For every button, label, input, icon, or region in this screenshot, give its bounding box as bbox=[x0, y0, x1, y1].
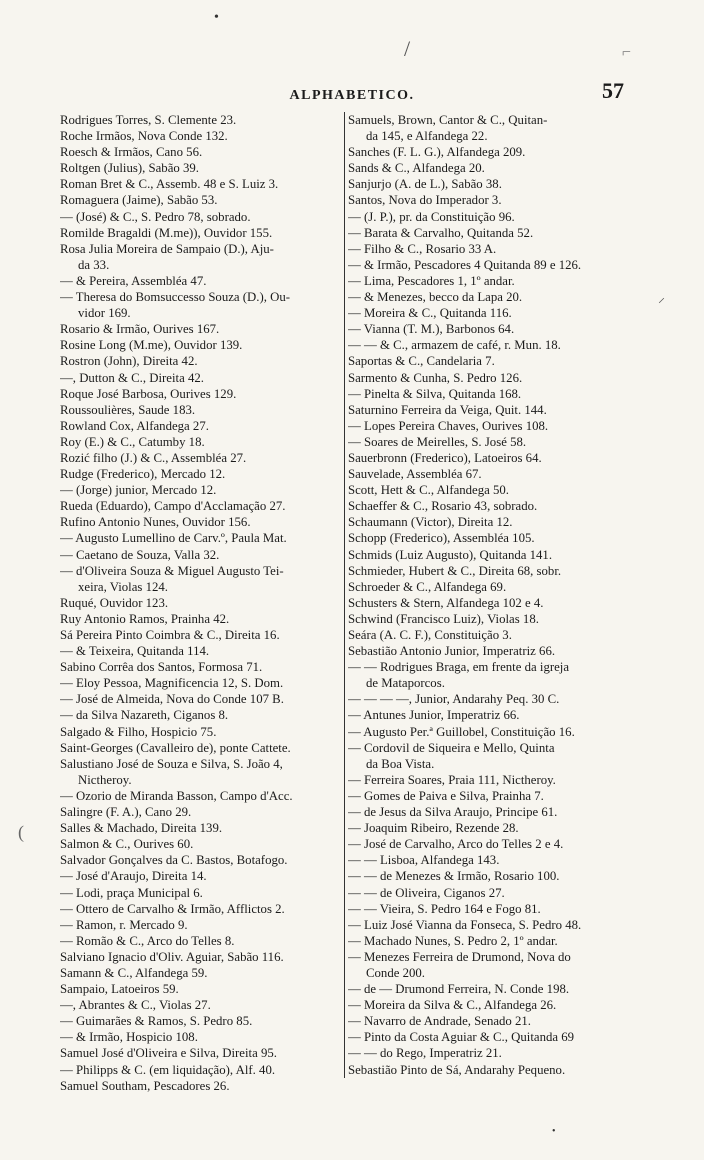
directory-entry-line: da 145, e Alfandega 22. bbox=[366, 129, 488, 144]
directory-entry-line: — & Pereira, Assembléa 47. bbox=[60, 273, 207, 288]
directory-entry-line: Rowland Cox, Alfandega 27. bbox=[60, 418, 209, 433]
directory-entry-line: — & Irmão, Hospicio 108. bbox=[60, 1030, 198, 1045]
right-column bbox=[344, 112, 638, 1078]
directory-entry-line: — & Irmão, Pescadores 4 Quitanda 89 e 126. bbox=[348, 257, 582, 272]
directory-entry-line: — Ozorio de Miranda Basson, Campo d'Acc. bbox=[60, 788, 293, 803]
corner-mark: ⌐ bbox=[622, 44, 632, 61]
directory-entry-line: —, Dutton & C., Direita 42. bbox=[60, 370, 204, 385]
directory-entry-line: Saportas & C., Candelaria 7. bbox=[348, 354, 495, 369]
directory-entry-line: Sebastião Antonio Junior, Imperatriz 66. bbox=[348, 644, 556, 659]
directory-entry-line: — Ottero de Carvalho & Irmão, Afflictos 2. bbox=[60, 901, 285, 916]
directory-entry-line: vidor 169. bbox=[78, 306, 131, 321]
directory-entry-line: Samuels, Brown, Cantor & C., Quitan- bbox=[348, 113, 548, 127]
directory-entry-line: de Mataporcos. bbox=[366, 676, 445, 691]
directory-entry-line: Sauerbronn (Frederico), Latoeiros 64. bbox=[348, 450, 542, 465]
directory-entry-line: Roesch & Irmãos, Cano 56. bbox=[60, 145, 203, 160]
page-number: 57 bbox=[602, 78, 624, 103]
directory-entry-line: Samuel José d'Oliveira e Silva, Direita 95. bbox=[60, 1046, 277, 1061]
directory-entry-line: Roy (E.) & C., Catumby 18. bbox=[60, 434, 205, 449]
directory-entry-line: Seára (A. C. F.), Constituição 3. bbox=[348, 628, 512, 642]
directory-entry-line: Schaeffer & C., Rosario 43, sobrado. bbox=[348, 499, 538, 514]
directory-entry-line: — Augusto Per.ª Guillobel, Constituição 16. bbox=[348, 724, 575, 739]
directory-entry-line: Sands & C., Alfandega 20. bbox=[348, 161, 485, 176]
directory-entry-line: — d'Oliveira Souza & Miguel Augusto Tei- bbox=[60, 563, 284, 578]
directory-entry-line: — Gomes de Paiva e Silva, Prainha 7. bbox=[348, 788, 544, 803]
directory-entry-line: — Eloy Pessoa, Magnificencia 12, S. Dom. bbox=[60, 676, 284, 691]
directory-entry-line: da Boa Vista. bbox=[366, 756, 435, 771]
directory-entry-line: — Joaquim Ribeiro, Rezende 28. bbox=[348, 821, 519, 836]
directory-entry-line: — & Teixeira, Quitanda 114. bbox=[60, 644, 210, 659]
directory-entry-line: — Lodi, praça Municipal 6. bbox=[60, 885, 203, 900]
directory-entry-line: — — Vieira, S. Pedro 164 e Fogo 81. bbox=[348, 901, 541, 916]
directory-entry-line: — Romão & C., Arco do Telles 8. bbox=[60, 933, 235, 948]
directory-entry-line: — Pinelta & Silva, Quitanda 168. bbox=[348, 386, 522, 401]
margin-bracket: ( bbox=[18, 822, 24, 842]
directory-entry-line: — (José) & C., S. Pedro 78, sobrado. bbox=[60, 209, 251, 224]
directory-entry-line: —, Abrantes & C., Violas 27. bbox=[60, 998, 211, 1013]
directory-entry-line: Rosario & Irmão, Ourives 167. bbox=[60, 322, 220, 337]
directory-entry-line: Conde 200. bbox=[366, 965, 426, 980]
directory-entry-line: — Antunes Junior, Imperatriz 66. bbox=[348, 708, 520, 723]
directory-entry-line: Schroeder & C., Alfandega 69. bbox=[348, 579, 507, 594]
directory-entry-line: — de — Drumond Ferreira, N. Conde 198. bbox=[348, 982, 570, 997]
directory-entry-line: Schusters & Stern, Alfandega 102 e 4. bbox=[348, 595, 544, 610]
directory-entry-line: — — & C., armazem de café, r. Mun. 18. bbox=[348, 338, 561, 353]
directory-entry-line: — — de Menezes & Irmão, Rosario 100. bbox=[348, 869, 560, 884]
directory-entry-line: Roman Bret & C., Assemb. 48 e S. Luiz 3. bbox=[60, 177, 279, 192]
directory-entry-line: — — Rodrigues Braga, em frente da igreja bbox=[348, 660, 570, 675]
directory-entry-line: Salvador Gonçalves da C. Bastos, Botafogo. bbox=[60, 853, 288, 868]
directory-entry-line: — (Jorge) junior, Mercado 12. bbox=[60, 483, 217, 498]
directory-entry-line: Saturnino Ferreira da Veiga, Quit. 144. bbox=[348, 402, 547, 417]
directory-entry-line: — Pinto da Costa Aguiar & C., Quitanda 69 bbox=[348, 1030, 575, 1045]
directory-entry-line: — Machado Nunes, S. Pedro 2, 1º andar. bbox=[348, 933, 558, 948]
directory-entry-line: Schmids (Luiz Augusto), Quitanda 141. bbox=[348, 547, 553, 562]
directory-entry-line: Rosa Julia Moreira de Sampaio (D.), Aju- bbox=[60, 241, 274, 256]
directory-entry-line: Sá Pereira Pinto Coimbra & C., Direita 16. bbox=[60, 628, 280, 642]
directory-entry-line: Samann & C., Alfandega 59. bbox=[60, 965, 208, 980]
directory-entry-line: Romilde Bragaldi (M.me)), Ouvidor 155. bbox=[60, 225, 273, 240]
directory-entry-line: Sabino Corrêa dos Santos, Formosa 71. bbox=[60, 660, 263, 675]
directory-entry-line: — Philipps & C. (em liquidação), Alf. 40. bbox=[60, 1062, 276, 1077]
directory-entry-line: — Lima, Pescadores 1, 1º andar. bbox=[348, 273, 515, 288]
directory-entry-line: Schmieder, Hubert & C., Direita 68, sobr. bbox=[348, 563, 562, 578]
directory-entry-line: — Augusto Lumellino de Carv.º, Paula Mat. bbox=[60, 531, 287, 546]
directory-entry-line: Samuel Southam, Pescadores 26. bbox=[60, 1078, 230, 1093]
footer-dot: • bbox=[552, 1126, 556, 1137]
directory-entry-line: Sauvelade, Assembléa 67. bbox=[348, 467, 482, 482]
directory-entry-line: Ruy Antonio Ramos, Prainha 42. bbox=[60, 611, 230, 626]
directory-entry-line: Rostron (John), Direita 42. bbox=[60, 354, 198, 369]
directory-entry-line: Salviano Ignacio d'Oliv. Aguiar, Sabão 116. bbox=[60, 949, 284, 964]
directory-entry-line: Schaumann (Victor), Direita 12. bbox=[348, 515, 513, 530]
directory-entry-line: — — Lisboa, Alfandega 143. bbox=[348, 853, 500, 868]
directory-entry-line: Santos, Nova do Imperador 3. bbox=[348, 193, 502, 208]
directory-entry-line: — Luiz José Vianna da Fonseca, S. Pedro 48. bbox=[348, 917, 582, 932]
directory-entry-line: — da Silva Nazareth, Ciganos 8. bbox=[60, 708, 229, 723]
directory-entry-line: Sanches (F. L. G.), Alfandega 209. bbox=[348, 145, 526, 160]
directory-entry-line: Romaguera (Jaime), Sabão 53. bbox=[60, 193, 218, 208]
directory-entry-line: — Moreira da Silva & C., Alfandega 26. bbox=[348, 998, 557, 1013]
directory-entry-line: Salingre (F. A.), Cano 29. bbox=[60, 805, 192, 820]
directory-entry-line: Roque José Barbosa, Ourives 129. bbox=[60, 386, 237, 401]
directory-entry-line: Salles & Machado, Direita 139. bbox=[60, 821, 223, 836]
directory-entry-line: xeira, Violas 124. bbox=[78, 579, 168, 594]
directory-entry-line: Rueda (Eduardo), Campo d'Acclamação 27. bbox=[60, 499, 286, 514]
directory-entry-line: Roussoulières, Saude 183. bbox=[60, 402, 196, 417]
directory-entry-line: Rosine Long (M.me), Ouvidor 139. bbox=[60, 338, 243, 353]
directory-entry-line: — José de Almeida, Nova do Conde 107 B. bbox=[60, 692, 284, 707]
directory-entry-line: Scott, Hett & C., Alfandega 50. bbox=[348, 483, 510, 498]
directory-entry-line: Nictheroy. bbox=[78, 772, 132, 787]
directory-entry-line: — Filho & C., Rosario 33 A. bbox=[348, 241, 497, 256]
directory-entry-line: Rufino Antonio Nunes, Ouvidor 156. bbox=[60, 515, 251, 530]
directory-entry-line: Sarmento & Cunha, S. Pedro 126. bbox=[348, 370, 523, 385]
ink-dot: • bbox=[214, 10, 219, 25]
directory-entry-line: — — do Rego, Imperatriz 21. bbox=[348, 1046, 502, 1061]
directory-entry-line: Salgado & Filho, Hospicio 75. bbox=[60, 724, 217, 739]
directory-entry-line: — Caetano de Souza, Valla 32. bbox=[60, 547, 220, 562]
directory-entry-line: — Navarro de Andrade, Senado 21. bbox=[348, 1014, 532, 1029]
directory-entry-line: — Soares de Meirelles, S. José 58. bbox=[348, 434, 527, 449]
directory-entry-line: Roche Irmãos, Nova Conde 132. bbox=[60, 129, 228, 144]
directory-entry-line: Schopp (Frederico), Assembléa 105. bbox=[348, 531, 535, 546]
margin-tick: ⸝ bbox=[658, 291, 665, 306]
running-header-title: ALPHABETICO. bbox=[289, 88, 415, 103]
directory-entry-line: — Vianna (T. M.), Barbonos 64. bbox=[348, 322, 515, 337]
directory-entry-line: — — de Oliveira, Ciganos 27. bbox=[348, 885, 505, 900]
directory-entry-line: da 33. bbox=[78, 257, 110, 272]
directory-entry-line: Rozić filho (J.) & C., Assembléa 27. bbox=[60, 450, 247, 465]
directory-entry-line: Salmon & C., Ourives 60. bbox=[60, 837, 194, 852]
directory-entry-line: — Barata & Carvalho, Quitanda 52. bbox=[348, 225, 534, 240]
directory-entry-line: — & Menezes, becco da Lapa 20. bbox=[348, 290, 523, 305]
directory-entry-line: Schwind (Francisco Luiz), Violas 18. bbox=[348, 611, 539, 626]
directory-entry-line: Sebastião Pinto de Sá, Andarahy Pequeno. bbox=[348, 1062, 566, 1077]
directory-entry-line: — Menezes Ferreira de Drumond, Nova do bbox=[348, 949, 571, 964]
directory-entry-line: — (J. P.), pr. da Constituição 96. bbox=[348, 209, 515, 224]
left-column bbox=[60, 112, 338, 1094]
directory-entry-line: Salustiano José de Souza e Silva, S. João 4, bbox=[60, 756, 283, 771]
directory-entry-line: — Guimarães & Ramos, S. Pedro 85. bbox=[60, 1014, 253, 1029]
directory-entry-line: Ruqué, Ouvidor 123. bbox=[60, 595, 169, 610]
directory-entry-line: — Theresa do Bomsuccesso Souza (D.), Ou- bbox=[60, 290, 291, 305]
directory-entry-line: — José d'Araujo, Direita 14. bbox=[60, 869, 207, 884]
directory-entry-line: — Cordovil de Siqueira e Mello, Quinta bbox=[348, 740, 555, 755]
directory-entry-line: Rodrigues Torres, S. Clemente 23. bbox=[60, 113, 237, 127]
directory-entry-line: Roltgen (Julius), Sabão 39. bbox=[60, 161, 199, 176]
directory-entry-line: — Ferreira Soares, Praia 111, Nictheroy. bbox=[348, 772, 556, 787]
directory-entry-line: — — — —, Junior, Andarahy Peq. 30 C. bbox=[348, 692, 560, 707]
directory-entry-line: Sampaio, Latoeiros 59. bbox=[60, 982, 179, 997]
directory-entry-line: — Moreira & C., Quitanda 116. bbox=[348, 306, 512, 321]
directory-entry-line: — José de Carvalho, Arco do Telles 2 e 4. bbox=[348, 837, 564, 852]
directory-entry-line: Saint-Georges (Cavalleiro de), ponte Cattete. bbox=[60, 740, 291, 755]
directory-entry-line: Rudge (Frederico), Mercado 12. bbox=[60, 467, 226, 482]
directory-entry-line: — de Jesus da Silva Araujo, Principe 61. bbox=[348, 805, 558, 820]
directory-entry-line: — Lopes Pereira Chaves, Ourives 108. bbox=[348, 418, 549, 433]
directory-entry-line: Sanjurjo (A. de L.), Sabão 38. bbox=[348, 177, 502, 192]
pencil-mark: / bbox=[404, 36, 411, 61]
directory-entry-line: — Ramon, r. Mercado 9. bbox=[60, 917, 188, 932]
